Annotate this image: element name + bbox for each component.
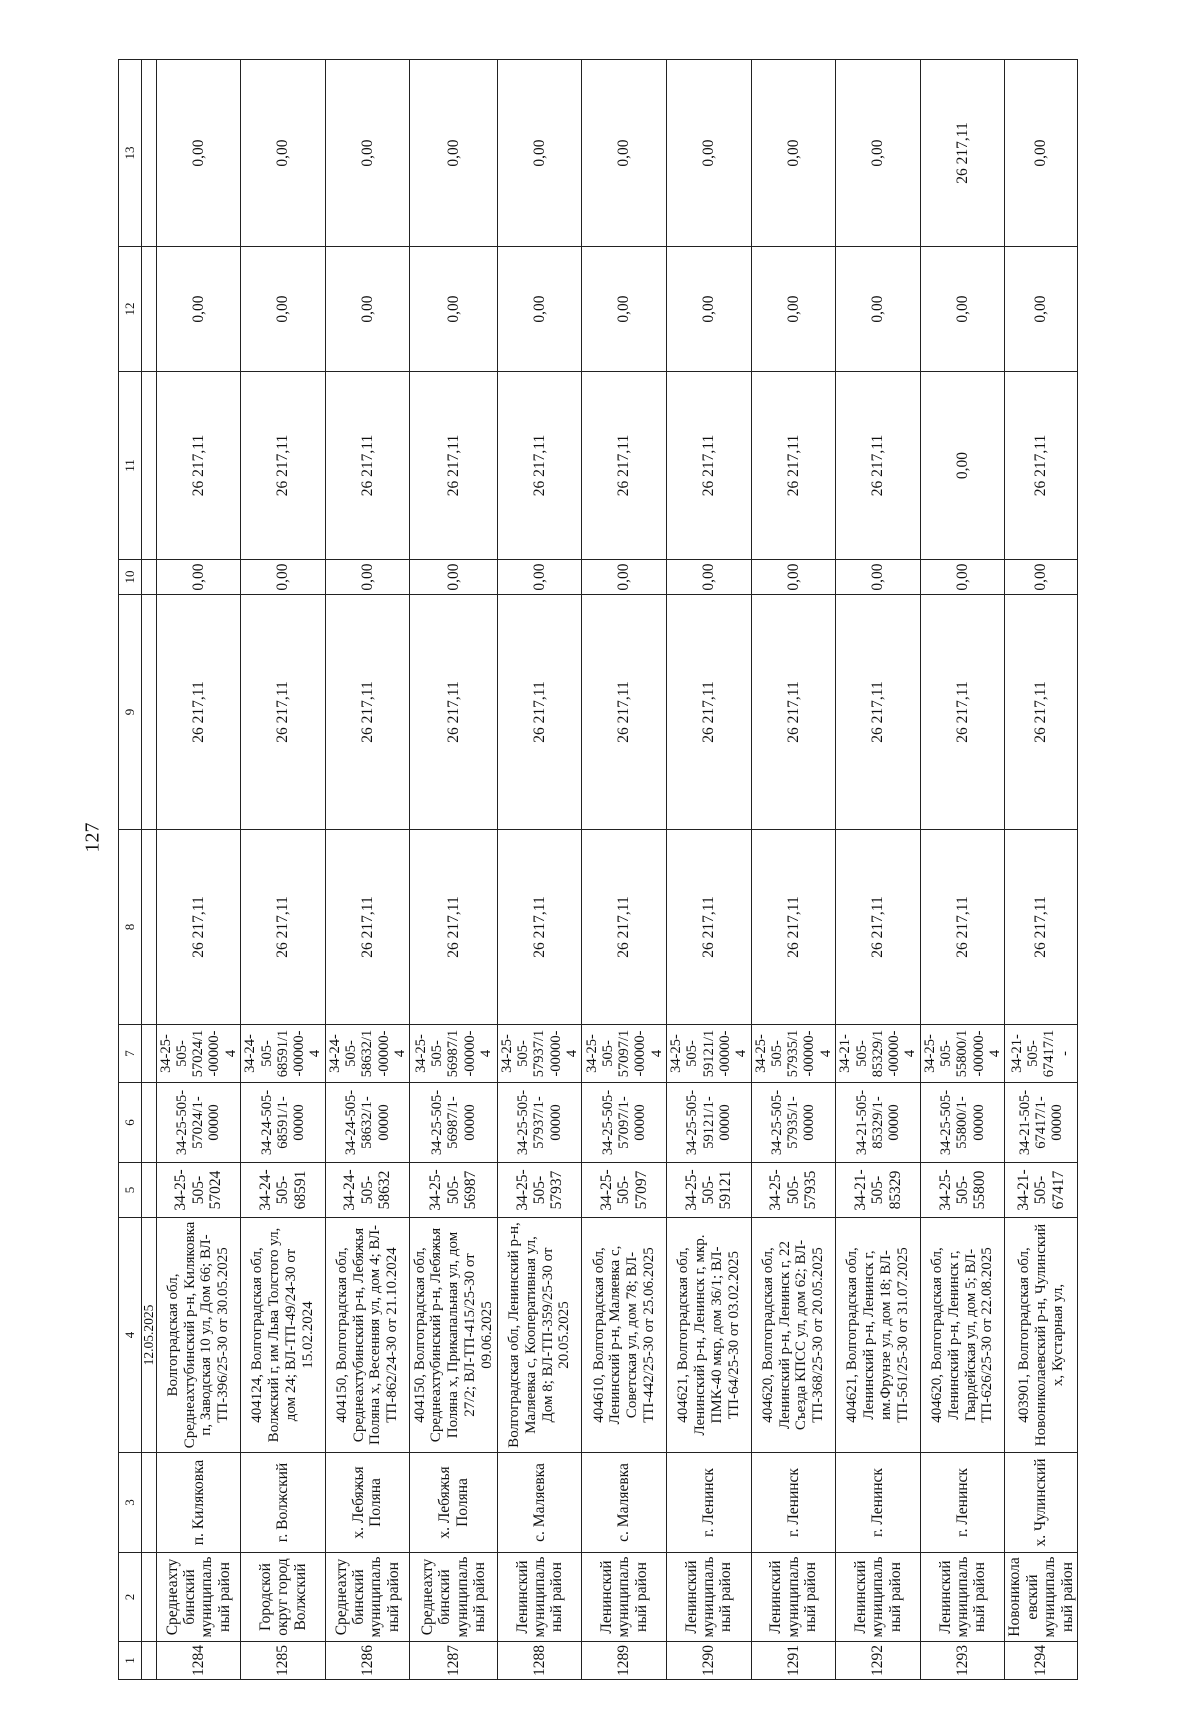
amount-col8: 26 217,11 [156,830,241,1025]
locality: п. Киляковка [156,1453,241,1553]
column-number: 3 [119,1453,142,1553]
table-cell [142,372,157,560]
amount-col12: 0,00 [836,247,921,372]
amount-col12: 0,00 [920,247,1005,372]
district: Новониколаевский муниципальный район [1005,1553,1078,1642]
cadastral-code-full: 34-24-505-58632/1-00000 [325,1083,410,1163]
table-row [1005,60,1078,1680]
row-number: 1293 [920,1642,1005,1680]
row-number: 1286 [325,1642,410,1680]
district: Ленинский муниципальный район [920,1553,1005,1642]
cadastral-code: 34-24-505-68591 [241,1163,326,1218]
column-number: 5 [119,1163,142,1218]
amount-col13: 0,00 [241,60,326,247]
amount-col12: 0,00 [497,247,582,372]
cadastral-code: 34-21-505-67417 [1005,1163,1078,1218]
table-row [666,60,751,1680]
cadastral-code: 34-25-505-59121 [666,1163,751,1218]
cadastral-code-full: 34-21-505-85329/1-00000 [836,1083,921,1163]
amount-col10: 0,00 [751,560,836,595]
cadastral-code-full: 34-25-505-57937/1-00000 [497,1083,582,1163]
contract-code: 34-25-505-56987/1-00000-4 [410,1025,498,1083]
row-number: 1294 [1005,1642,1078,1680]
district: Ленинский муниципальный район [582,1553,667,1642]
table-cell [142,1163,157,1218]
row-number: 1290 [666,1642,751,1680]
cadastral-code: 34-25-505-56987 [410,1163,498,1218]
district: Среднеахтубинский муниципальный район [156,1553,241,1642]
amount-col11: 26 217,11 [156,372,241,560]
registry-table [118,59,1078,1680]
column-number: 9 [119,595,142,830]
cadastral-code: 34-25-505-57937 [497,1163,582,1218]
locality: х. Чулинский [1005,1453,1078,1553]
amount-col10: 0,00 [497,560,582,595]
amount-col12: 0,00 [582,247,667,372]
amount-col13: 26 217,11 [920,60,1005,247]
page-number: 127 [81,822,104,852]
amount-col10: 0,00 [241,560,326,595]
amount-col10: 0,00 [920,560,1005,595]
amount-col13: 0,00 [1005,60,1078,247]
amount-col13: 0,00 [666,60,751,247]
table-row [836,60,921,1680]
contract-code: 34-25-505-57937/1-00000-4 [497,1025,582,1083]
table-row [751,60,836,1680]
column-number: 12 [119,247,142,372]
column-number: 1 [119,1642,142,1680]
amount-col13: 0,00 [751,60,836,247]
amount-col12: 0,00 [241,247,326,372]
amount-col8: 26 217,11 [1005,830,1078,1025]
address: 404620, Волгоградская обл, Ленинский р-н, Ленинск г, 22 Съезда КПСС ул, дом 62; ВЛ-ТП-368/25-30 от 20.05.2025 [751,1218,836,1453]
district: Ленинский муниципальный район [751,1553,836,1642]
amount-col11: 26 217,11 [241,372,326,560]
column-number-row [119,60,142,1680]
amount-col13: 0,00 [325,60,410,247]
table-row [920,60,1005,1680]
amount-col11: 26 217,11 [410,372,498,560]
table-row [410,60,498,1680]
address: 403901, Волгоградская обл, Новониколаевский р-н, Чулинский х, Кустарная ул, [1005,1218,1078,1453]
amount-col13: 0,00 [836,60,921,247]
amount-col10: 0,00 [410,560,498,595]
table-cell [142,1642,157,1680]
amount-col10: 0,00 [666,560,751,595]
amount-col11: 26 217,11 [836,372,921,560]
column-number: 7 [119,1025,142,1083]
cadastral-code-full: 34-25-505-59121/1-00000 [666,1083,751,1163]
cadastral-code: 34-25-505-55800 [920,1163,1005,1218]
contract-code: 34-21-505-67417/1- [1005,1025,1078,1083]
column-number: 10 [119,560,142,595]
continuation-row [142,60,157,1680]
table-cell [142,1083,157,1163]
row-number: 1284 [156,1642,241,1680]
locality: с. Маляевка [582,1453,667,1553]
amount-col12: 0,00 [325,247,410,372]
contract-code: 34-24-505-68591/1-00000-4 [241,1025,326,1083]
amount-col11: 26 217,11 [582,372,667,560]
cadastral-code-full: 34-25-505-57097/1-00000 [582,1083,667,1163]
amount-col8: 26 217,11 [751,830,836,1025]
locality: г. Ленинск [751,1453,836,1553]
address: 404150, Волгоградская обл, Среднеахтубинский р-н, Лебяжья Поляна х, Весенняя ул, дом 4; ВЛ-ТП-862/24-30 от 21.10.2024 [325,1218,410,1453]
amount-col11: 26 217,11 [325,372,410,560]
column-number: 11 [119,372,142,560]
address: 404620, Волгоградская обл, Ленинский р-н, Ленинск г, Гвардейская ул, дом 5; ВЛ-ТП-626/25-30 от 22.08.2025 [920,1218,1005,1453]
amount-col10: 0,00 [836,560,921,595]
table-row [325,60,410,1680]
amount-col9: 26 217,11 [751,595,836,830]
amount-col11: 26 217,11 [751,372,836,560]
table-cell [142,1553,157,1642]
amount-col11: 26 217,11 [497,372,582,560]
cadastral-code-full: 34-25-505-56987/1-00000 [410,1083,498,1163]
district: Ленинский муниципальный район [666,1553,751,1642]
cadastral-code-full: 34-24-505-68591/1-00000 [241,1083,326,1163]
amount-col13: 0,00 [497,60,582,247]
row-number: 1285 [241,1642,326,1680]
table-cell [142,60,157,247]
table-row [582,60,667,1680]
cadastral-code-full: 34-25-505-57024/1-00000 [156,1083,241,1163]
amount-col10: 0,00 [1005,560,1078,595]
row-number: 1292 [836,1642,921,1680]
column-number: 8 [119,830,142,1025]
table-cell [142,1453,157,1553]
table-row [497,60,582,1680]
locality: г. Ленинск [836,1453,921,1553]
contract-code: 34-25-505-55800/1-00000-4 [920,1025,1005,1083]
rotated-table-container [118,60,1078,1680]
table-row [241,60,326,1680]
table-cell [142,830,157,1025]
amount-col12: 0,00 [410,247,498,372]
amount-col9: 26 217,11 [156,595,241,830]
district: Среднеахтубинский муниципальный район [410,1553,498,1642]
amount-col9: 26 217,11 [241,595,326,830]
cadastral-code: 34-21-505-85329 [836,1163,921,1218]
address: Волгоградская обл, Среднеахтубинский р-н, Киляковка п, Заводская 10 ул, Дом 66; ВЛ-ТП-396/25-30 от 30.05.2025 [156,1218,241,1453]
contract-code: 34-25-505-57935/1-00000-4 [751,1025,836,1083]
locality: г. Ленинск [920,1453,1005,1553]
row-number: 1288 [497,1642,582,1680]
amount-col9: 26 217,11 [582,595,667,830]
table-cell [142,1025,157,1083]
amount-col12: 0,00 [1005,247,1078,372]
contract-code: 34-21-505-85329/1-00000-4 [836,1025,921,1083]
contract-code: 34-25-505-57024/1-00000-4 [156,1025,241,1083]
continued-date: 12.05.2025 [142,1218,157,1453]
cadastral-code-full: 34-21-505-67417/1-00000 [1005,1083,1078,1163]
district: Ленинский муниципальный район [836,1553,921,1642]
locality: с. Маляевка [497,1453,582,1553]
cadastral-code: 34-25-505-57935 [751,1163,836,1218]
row-number: 1287 [410,1642,498,1680]
address: 404621, Волгоградская обл, Ленинский р-н, Ленинск г, мкр. ПМК-40 мкр, дом 36/1; ВЛ-ТП-64/25-30 от 03.02.2025 [666,1218,751,1453]
address: Волгоградская обл, Ленинский р-н, Маляевка с, Кооперативная ул, Дом 8; ВЛ-ТП-359/25-30 от 20.05.2025 [497,1218,582,1453]
amount-col13: 0,00 [582,60,667,247]
amount-col8: 26 217,11 [325,830,410,1025]
amount-col9: 26 217,11 [666,595,751,830]
address: 404150, Волгоградская обл, Среднеахтубинский р-н, Лебяжья Поляна х, Прикапальная ул, дом 27/2; ВЛ-ТП-415/25-30 от 09.06.2025 [410,1218,498,1453]
amount-col13: 0,00 [156,60,241,247]
column-number: 4 [119,1218,142,1453]
amount-col8: 26 217,11 [920,830,1005,1025]
table-cell [142,247,157,372]
table-cell [142,595,157,830]
contract-code: 34-24-505-58632/1-00000-4 [325,1025,410,1083]
amount-col9: 26 217,11 [1005,595,1078,830]
locality: г. Волжский [241,1453,326,1553]
locality: х. Лебяжья Поляна [410,1453,498,1553]
contract-code: 34-25-505-59121/1-00000-4 [666,1025,751,1083]
amount-col9: 26 217,11 [920,595,1005,830]
table-cell [142,560,157,595]
amount-col12: 0,00 [666,247,751,372]
amount-col12: 0,00 [751,247,836,372]
address: 404124, Волгоградская обл, Волжский г, им Льва Толстого ул, дом 24; ВЛ-ТП-49/24-30 от 15.02.2024 [241,1218,326,1453]
amount-col8: 26 217,11 [497,830,582,1025]
amount-col12: 0,00 [156,247,241,372]
cadastral-code-full: 34-25-505-57935/1-00000 [751,1083,836,1163]
amount-col8: 26 217,11 [410,830,498,1025]
amount-col9: 26 217,11 [410,595,498,830]
district: Среднеахтубинский муниципальный район [325,1553,410,1642]
amount-col10: 0,00 [582,560,667,595]
amount-col11: 26 217,11 [666,372,751,560]
amount-col10: 0,00 [325,560,410,595]
amount-col11: 0,00 [920,372,1005,560]
locality: х. Лебяжья Поляна [325,1453,410,1553]
amount-col9: 26 217,11 [497,595,582,830]
address: 404610, Волгоградская обл, Ленинский р-н, Маляевка с, Советская ул, дом 78; ВЛ-ТП-442/25-30 от 25.06.2025 [582,1218,667,1453]
district: Городской округ город Волжский [241,1553,326,1642]
amount-col8: 26 217,11 [836,830,921,1025]
cadastral-code: 34-25-505-57097 [582,1163,667,1218]
amount-col10: 0,00 [156,560,241,595]
district: Ленинский муниципальный район [497,1553,582,1642]
amount-col8: 26 217,11 [582,830,667,1025]
amount-col13: 0,00 [410,60,498,247]
address: 404621, Волгоградская обл, Ленинский р-н, Ленинск г, им.Фрунзе ул, дом 18; ВЛ-ТП-561/25-30 от 31.07.2025 [836,1218,921,1453]
amount-col9: 26 217,11 [325,595,410,830]
row-number: 1291 [751,1642,836,1680]
column-number: 13 [119,60,142,247]
row-number: 1289 [582,1642,667,1680]
table-row [156,60,241,1680]
contract-code: 34-25-505-57097/1-00000-4 [582,1025,667,1083]
cadastral-code: 34-25-505-57024 [156,1163,241,1218]
locality: г. Ленинск [666,1453,751,1553]
amount-col9: 26 217,11 [836,595,921,830]
column-number: 2 [119,1553,142,1642]
cadastral-code-full: 34-25-505-55800/1-00000 [920,1083,1005,1163]
cadastral-code: 34-24-505-58632 [325,1163,410,1218]
amount-col8: 26 217,11 [241,830,326,1025]
amount-col8: 26 217,11 [666,830,751,1025]
column-number: 6 [119,1083,142,1163]
amount-col11: 26 217,11 [1005,372,1078,560]
